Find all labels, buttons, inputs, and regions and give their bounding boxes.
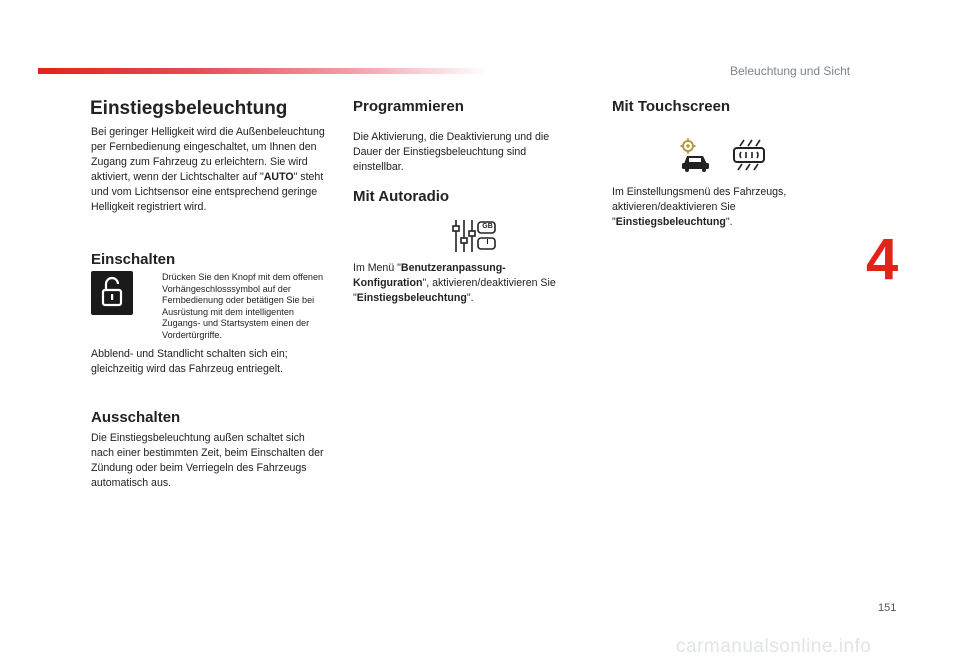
ausschalten-heading: Ausschalten [91, 409, 181, 426]
touchscreen-text-1: Im Einstellungsmenü des Fahrzeugs, aktivieren/deaktivieren Sie " [612, 186, 787, 228]
einschalten-text: Abblend- und Standlicht schalten sich ein; gleichzeitig wird das Fahrzeug entriegelt. [91, 348, 288, 375]
bullet-text: Drücken Sie den Knopf mit dem offenen Vorhängeschlosssymbol auf der Fernbedienung oder betätigen Sie bei Ausrüstung mit dem intelligenten Zugangs- und Startsystem einen der Vordertürgriffe. [162, 272, 324, 340]
chapter-number: 4 [866, 227, 899, 292]
touchscreen-bold-item: Einstiegsbeleuchtung [615, 216, 726, 228]
autoradio-badge-i: I [486, 239, 489, 246]
autoradio-bold-item: Einstiegsbeleuchtung [356, 292, 467, 304]
car-settings-icon [678, 138, 714, 172]
section-title: Beleuchtung und Sicht [730, 64, 851, 78]
autoradio-bold-menu: Benutzeranpassung-Konfiguration [353, 262, 506, 289]
autoradio-text [353, 261, 575, 306]
settings-sliders-icon [450, 218, 498, 254]
autoradio-text-2: ", aktivieren/deaktivieren Sie " [353, 277, 556, 304]
intro-text-2: " steht und vom Lichtsensor eine entsprechend geringe Helligkeit registriert wird. [91, 171, 324, 213]
autoradio-text-1: Im Menü " [353, 262, 401, 274]
autoradio-badge-gb: GB [482, 223, 493, 230]
page-title: Einstiegsbeleuchtung [90, 98, 288, 119]
ausschalten-text: Die Einstiegsbeleuchtung außen schaltet sich nach einer bestimmten Zeit, beim Einschalten der Zündung oder beim Verriegeln des Fahrzeugs automatisch aus. [91, 432, 324, 489]
rear-defrost-icon [730, 138, 768, 172]
programmieren-heading: Programmieren [353, 98, 464, 115]
header-accent-bar [38, 68, 488, 74]
footer-watermark[interactable]: carmanualsonline.info [676, 636, 872, 657]
autoradio-text-3: ". [466, 292, 474, 304]
einschalten-heading: Einschalten [91, 251, 176, 268]
page-number: 151 [878, 602, 897, 614]
intro-paragraph [91, 125, 327, 215]
padlock-open-icon [91, 271, 133, 315]
autoradio-heading: Mit Autoradio [353, 188, 450, 205]
intro-text-1: Bei geringer Helligkeit wird die Außenbeleuchtung per Fernbedienung eingeschaltet, um Ihnen den Zugang zum Fahrzeug zu erleichtern. Sie wird aktiviert, wenn der Lichtschalter auf " [91, 126, 325, 183]
touchscreen-heading: Mit Touchscreen [612, 98, 731, 115]
touchscreen-text-2: ". [725, 216, 733, 228]
programmieren-text: Die Aktivierung, die Deaktivierung und die Dauer der Einstiegsbeleuchtung sind einstellbar. [353, 131, 550, 173]
touchscreen-text [612, 185, 822, 230]
intro-bold-auto: AUTO [263, 171, 294, 183]
